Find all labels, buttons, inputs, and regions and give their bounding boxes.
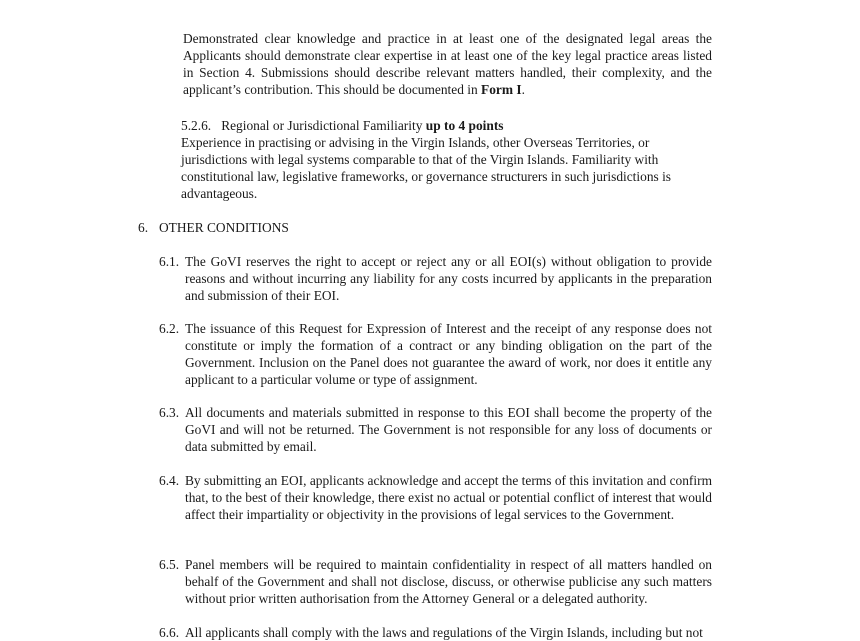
condition-number: 6.2. [159,321,180,336]
criterion-number: 5.2.6. [181,118,212,133]
condition-number: 6.4. [159,473,180,488]
condition-number: 6.1. [159,254,180,269]
intro-paragraph [183,30,712,98]
condition-text: All applicants shall comply with the laws and regulations of the Virgin Islands, including but not [185,625,703,640]
condition-text: All documents and materials submitted in response to this EOI shall become the property of the GoVI and will not be returned. The Government is not responsible for any loss of documents or data submitted by email. [185,405,712,454]
form-reference: Form I [481,82,522,97]
condition-item [159,320,712,388]
section-number: 6. [138,220,149,235]
condition-text: By submitting an EOI, applicants acknowledge and accept the terms of this invitation and confirm that, to the best of their knowledge, there exist no actual or potential conflict of interest that would affect their impartiality or objectivity in the provisions of legal services to the Government. [185,473,712,522]
criterion-points: up to 4 points [425,118,504,133]
criterion-body: Experience in practising or advising in the Virgin Islands, other Overseas Territories, or jurisdictions with legal systems comparable to that of the Virgin Islands. Familiarity with constitutional law, legislative frameworks, or governance structurers in such jurisdictions is advantageous. [181,135,671,201]
condition-item [159,404,712,455]
condition-item [159,624,712,641]
condition-number: 6.3. [159,405,180,420]
condition-number: 6.6. [159,625,180,640]
condition-item [159,556,712,607]
criterion-title: Regional or Jurisdictional Familiarity [221,118,423,133]
condition-number: 6.5. [159,557,180,572]
intro-text: Demonstrated clear knowledge and practice in at least one of the designated legal areas the Applicants should demonstrate clear expertise in at least one of the key legal practice areas listed in Section 4. Submissions should describe relevant matters handled, their complexity, and the applicant’s contribution. This should be documented in [183,31,712,97]
condition-text: Panel members will be required to maintain confidentiality in respect of all matters handled on behalf of the Government and shall not disclose, discuss, or otherwise publicise any such matters without prior written authorisation from the Attorney General or a delegated authority. [185,557,712,606]
condition-item [159,253,712,304]
condition-text: The GoVI reserves the right to accept or reject any or all EOI(s) without obligation to provide reasons and without incurring any liability for any costs incurred by applicants in the preparation and submission of their EOI. [185,254,712,303]
condition-item [159,472,712,523]
criterion-heading [181,117,504,134]
section-heading [138,219,538,236]
section-title: OTHER CONDITIONS [159,220,289,235]
intro-end: . [521,82,525,97]
condition-text: The issuance of this Request for Expression of Interest and the receipt of any response does not constitute or imply the formation of a contract or any binding obligation on the part of the Government. Inclusion on the Panel does not guarantee the award of work, nor does it entitle any applicant to a particular volume or type of assignment. [185,321,712,387]
